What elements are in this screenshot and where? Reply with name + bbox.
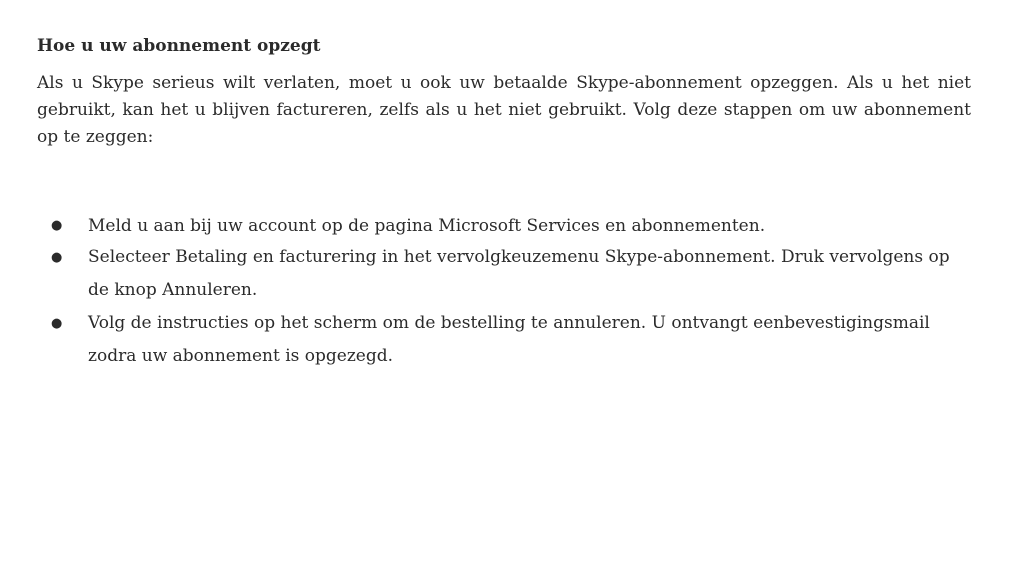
list-item — [37, 307, 971, 373]
list-item — [37, 241, 971, 307]
step-text: Meld u aan bij uw account op de pagina Microsoft Services en abonnementen. — [88, 216, 766, 236]
page-title: Hoe u uw abonnement opzegt — [37, 36, 321, 56]
step-text: Selecteer Betaling en facturering in het vervolgkeuzemenu Skype-abonnement. Druk vervolgens op de knop Annuleren. — [88, 247, 950, 300]
intro-paragraph: Als u Skype serieus wilt verlaten, moet u ook uw betaalde Skype-abonnement opzeggen. Als u het niet gebruikt, kan het u blijven factureren, zelfs als u het niet gebruikt. Volg deze stappen om uw abonnement op te zeggen: — [37, 73, 971, 147]
bullet-icon: ● — [51, 250, 63, 265]
steps-list — [37, 211, 971, 373]
bullet-icon: ● — [51, 316, 63, 331]
step-text: Volg de instructies op het scherm om de bestelling te annuleren. U ontvangt eenbevestigingsmail zodra uw abonnement is opgezegd. — [88, 313, 930, 366]
bullet-icon: ● — [51, 218, 63, 233]
list-item — [37, 211, 971, 241]
document-page — [37, 30, 971, 373]
